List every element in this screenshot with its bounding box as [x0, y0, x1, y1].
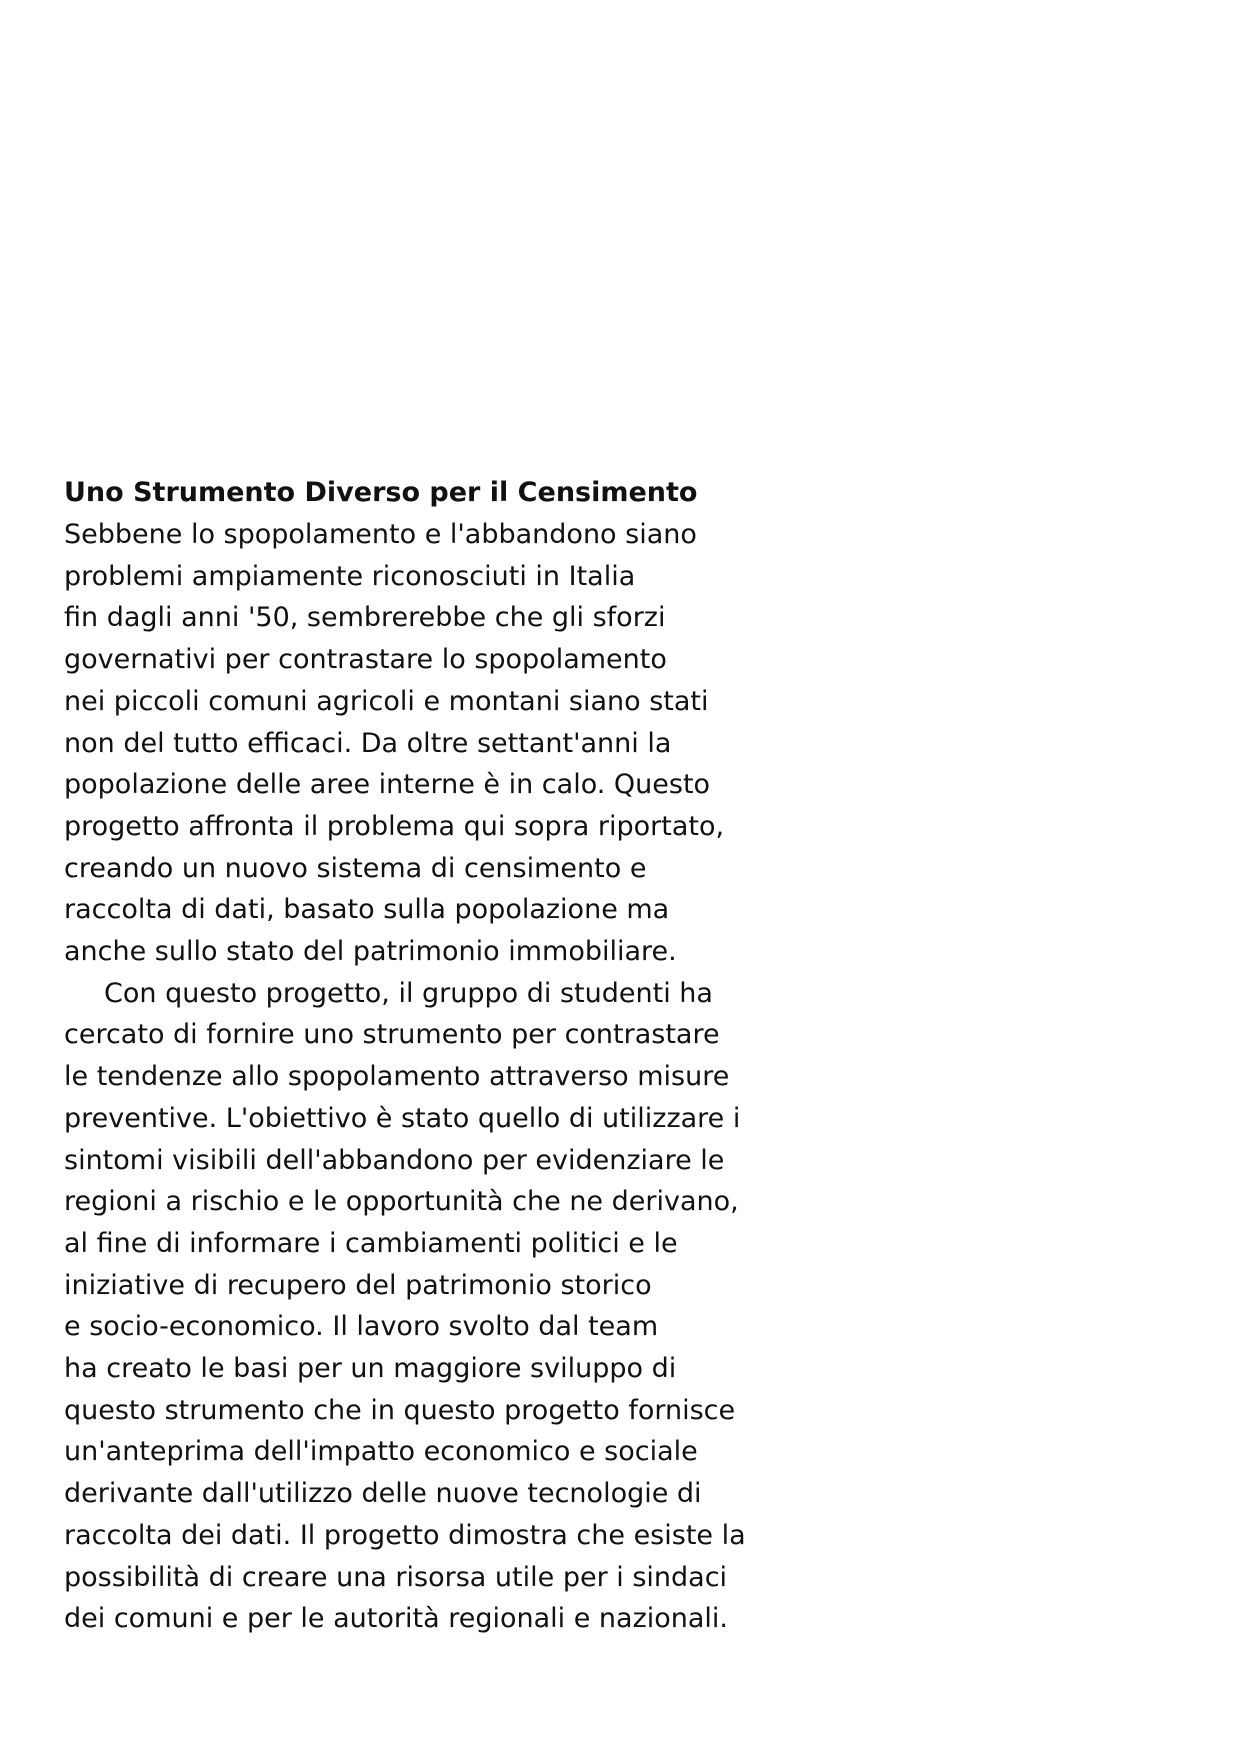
section-heading: Uno Strumento Diverso per il Censimento	[64, 477, 698, 508]
paragraph-line: un'anteprima dell'impatto economico e sociale	[64, 1436, 698, 1468]
paragraph-1	[64, 514, 824, 973]
paragraph-line: fin dagli anni '50, sembrerebbe che gli sforzi	[64, 602, 666, 634]
text-block	[64, 472, 824, 1640]
paragraph-line: dei comuni e per le autorità regionali e nazionali.	[64, 1603, 729, 1635]
paragraph-line: preventive. L'obiettivo è stato quello di utilizzare i	[64, 1102, 741, 1134]
paragraph-line: questo strumento che in questo progetto fornisce	[64, 1394, 736, 1426]
paragraph-line: progetto affronta il problema qui sopra riportato,	[64, 810, 725, 842]
paragraph-line: le tendenze allo spopolamento attraverso misure	[64, 1061, 730, 1093]
paragraph-line: cercato di fornire uno strumento per contrastare	[64, 1019, 720, 1051]
paragraph-line: popolazione delle aree interne è in calo. Questo	[64, 769, 711, 801]
paragraph-line: raccolta dei dati. Il progetto dimostra che esiste la	[64, 1519, 746, 1551]
paragraph-line: anche sullo stato del patrimonio immobiliare.	[64, 936, 677, 968]
paragraph-line: iniziative di recupero del patrimonio storico	[64, 1269, 652, 1301]
paragraph-line: al fine di informare i cambiamenti politici e le	[64, 1227, 678, 1259]
paragraph-line: creando un nuovo sistema di censimento e	[64, 852, 647, 884]
paragraph-line: Con questo progetto, il gruppo di studenti ha	[104, 977, 713, 1009]
paragraph-line: problemi ampiamente riconosciuti in Italia	[64, 560, 636, 592]
paragraph-line: nei piccoli comuni agricoli e montani siano stati	[64, 685, 709, 717]
paragraph-line: Sebbene lo spopolamento e l'abbandono siano	[64, 519, 697, 550]
paragraph-line: ha creato le basi per un maggiore sviluppo di	[64, 1353, 677, 1385]
paragraph-line: e socio-economico. Il lavoro svolto dal team	[64, 1311, 659, 1343]
paragraph-2	[64, 973, 824, 1640]
paragraph-line: derivante dall'utilizzo delle nuove tecnologie di	[64, 1478, 702, 1510]
paragraph-line: non del tutto efficaci. Da oltre settant'anni la	[64, 727, 672, 759]
paragraph-line: sintomi visibili dell'abbandono per evidenziare le	[64, 1144, 725, 1176]
paragraph-line: regioni a rischio e le opportunità che ne derivano,	[64, 1186, 739, 1218]
paragraph-line: possibilità di creare una risorsa utile per i sindaci	[64, 1561, 728, 1593]
paragraph-line: governativi per contrastare lo spopolamento	[64, 644, 667, 676]
paragraph-line: raccolta di dati, basato sulla popolazione ma	[64, 894, 670, 926]
